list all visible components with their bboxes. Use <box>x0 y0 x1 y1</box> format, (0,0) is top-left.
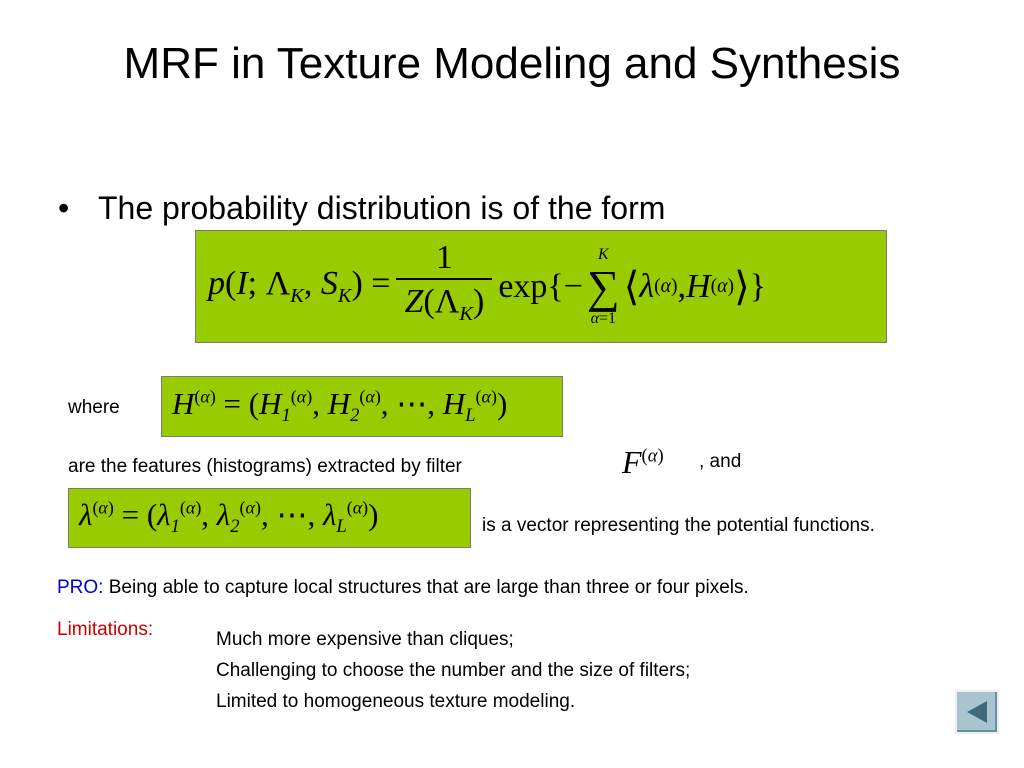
equation-main-visual: p(I; $\Lambda_K$, $S_K$) = <box>208 265 391 307</box>
filter-symbol: $F^{(\alpha)}$ <box>622 444 664 480</box>
where-label: where <box>68 397 120 418</box>
pro-text: Being able to capture local structures that are large than three or four pixels. <box>103 577 749 598</box>
main-equation-box: p(I; $\Lambda_K$, $S_K$) = $\frac{1}{Z(\Lambda_K)}$ exp{− K ∑ α=1 ⟨ λ (α) , H (α) ⟩ } <box>195 230 887 343</box>
previous-slide-triangle-icon <box>963 698 991 726</box>
limitation-item: Challenging to choose the number and the size of filters; <box>216 660 691 681</box>
limitations-list <box>216 624 690 717</box>
and-text: , and <box>699 451 742 472</box>
equation-lambda-visual: $\lambda^{(\alpha)} = (\lambda_1^{(\alpha)}$, $\lambda_2^{(\alpha)}$, ⋯, $\lambda_L^{(\alpha)}$) <box>79 497 379 538</box>
previous-slide-button[interactable] <box>955 690 999 734</box>
feature-vector-equation-box <box>161 376 563 437</box>
slide-title: MRF in Texture Modeling and Synthesis <box>123 39 901 88</box>
bullet-symbol: • <box>58 190 70 226</box>
limitation-item: Limited to homogeneous texture modeling. <box>216 691 576 712</box>
limitations-label: Limitations: <box>57 619 154 640</box>
equation-fraction: $\frac{1}{Z(\Lambda_K)}$ <box>396 238 492 336</box>
pro-statement <box>57 576 749 600</box>
limitation-item: Much more expensive than cliques; <box>216 629 514 650</box>
summation-symbol: K ∑ α=1 <box>586 245 620 327</box>
features-description: are the features (histograms) extracted by filter <box>68 456 462 477</box>
bullet-text: The probability distribution is of the form <box>98 190 666 226</box>
equation-h-visual: $H^{(\alpha)} = (H_1^{(\alpha)}$, $H_2^{(\alpha)}$, ⋯, $H_L^{(\alpha)}$) <box>172 385 508 427</box>
potential-vector-equation-box <box>68 488 471 548</box>
bullet-item <box>58 188 665 228</box>
pro-label: PRO: <box>57 577 104 598</box>
vector-description: is a vector representing the potential functions. <box>482 515 875 536</box>
